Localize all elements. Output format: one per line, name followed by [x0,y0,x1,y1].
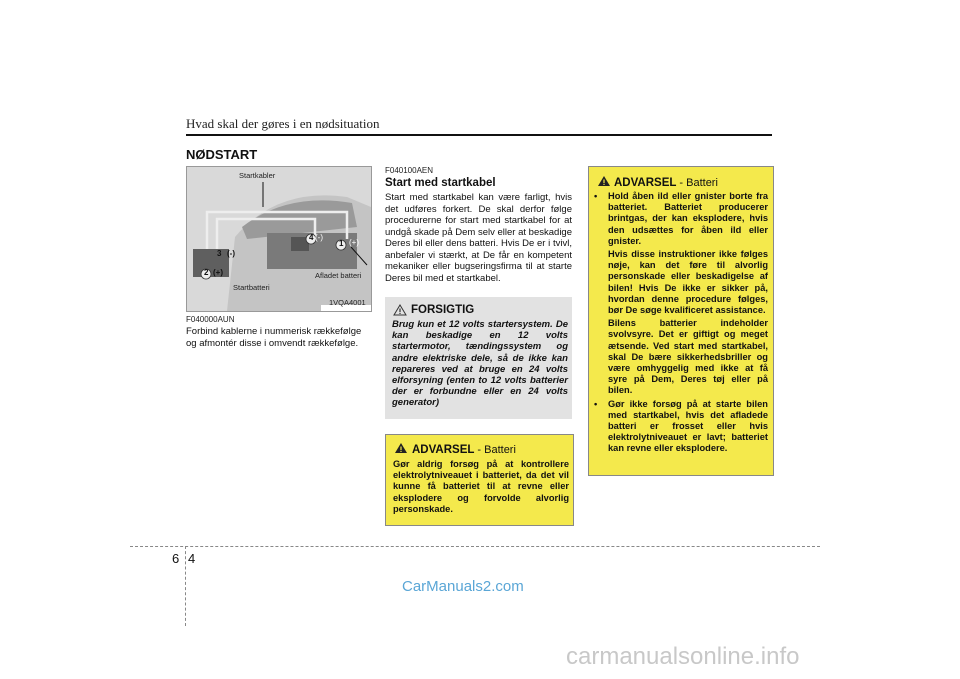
caution-text: Brug kun et 12 volts startersystem. De kan beskadige en 12 volts startermotor, tændingssystem og andre elektriske dele, så de ikke kan repareres ved at bruge en 24 volts elforsyning (enten to 12 volts batterier der er forbundne eller en 24 volts generator) [392,319,568,409]
warning-triangle-icon [394,442,408,454]
warning-right-item-2 [594,399,768,455]
warning-triangle-icon [597,175,611,187]
section-title: NØDSTART [186,147,258,162]
caution-triangle-icon [393,304,407,316]
number-3: 3 [217,249,222,258]
number-4: 4 [309,233,314,242]
start-text: Start med startkabel kan være farligt, hvis det udføres forkert. De skal derfor følge procedurerne for start med startkabel for at undgå skade på Dem selv eller at beskadige Deres bil eller dens batteri. Hvis De er i tvivl, anbefaler vi stærkt, at De får en kompetent mekaniker eller bugseringsfirma til at starte Deres bil med et startkabel. [385,192,572,284]
label-startbatteri: Startbatteri [233,283,270,292]
start-section-code: F040100AEN [385,166,434,175]
number-2: 2 [204,268,209,277]
warning-right-title [614,177,718,189]
bullet: • [594,398,598,409]
warning-right-item-1-p2: Hvis disse instruktioner ikke følges nøje, kan det føre til alvorlig personskade eller beskadigelse af bilen! Hvis De ikke er sikker på, hvordan denne procedure følges, bør De søge kvalificeret assistance. [608,249,768,316]
label-minus-3: (-) [227,249,235,258]
figure-section-code: F040000AUN [186,315,235,324]
label-plus-2: (+) [213,268,223,277]
footer-dashed-rule [130,546,820,547]
start-heading: Start med startkabel [385,177,496,189]
footer-site-mark: carmanualsonline.info [566,643,800,670]
header-rule [186,134,772,136]
warning-right-subtitle: - Batteri [679,177,718,189]
warning-right-item-2-text: Gør ikke forsøg på at starte bilen med startkabel, hvis det afladede batteri er frosset eller hvis elektrolytniveauet er lavt; batteriet kan revne eller eksplodere. [608,398,768,454]
warning-right-item-1-p3: Bilens batterier indeholder svolvsyre. Det er giftigt og meget ætsende. Ved start med startkabel, skal De bære sikkerhedsbriller og være omhyggelig med ikke at få syre på Dem, Deres tøj eller på bilen. [608,318,768,396]
figure-caption: Forbind kablerne i nummerisk rækkefølge og afmontér disse i omvendt rækkefølge. [186,326,362,349]
warning-right-title-main: ADVARSEL [614,177,677,189]
warning-left-text: Gør aldrig forsøg på at kontrollere elektrolytniveauet i batteriet, da det vil kunne få batteriet til at revne eller eksplodere og forvolde alvorlig personskade. [393,459,569,514]
warning-right-item-1 [594,191,768,397]
warning-right-item-1-p1: Hold åben ild eller gnister borte fra batteriet. Batteriet producerer brintgas, der kan eksplodere, hvis den udsættes for åben ild eller gnister. [608,191,768,246]
bullet: • [594,191,598,201]
page-number-chapter: 6 [172,551,180,566]
label-startkabler: Startkabler [239,171,276,180]
warning-right-body [594,191,768,455]
warning-left-title [412,444,516,456]
figure-code: 1VQA4001 [329,298,366,307]
label-minus-4: (-) [315,233,323,242]
watermark-link[interactable]: CarManuals2.com [402,578,524,595]
warning-left-subtitle: - Batteri [477,444,516,456]
footer-dashed-vertical [185,546,186,626]
label-afladet-batteri: Afladet batteri [315,271,362,280]
header-title: Hvad skal der gøres i en nødsituation [186,116,380,131]
caution-title: FORSIGTIG [411,304,475,316]
number-1: 1 [339,239,344,248]
jump-start-figure [186,166,372,312]
warning-left-title-main: ADVARSEL [412,444,475,456]
page-number-page: 4 [188,551,196,566]
label-plus-1: (+) [349,238,359,247]
